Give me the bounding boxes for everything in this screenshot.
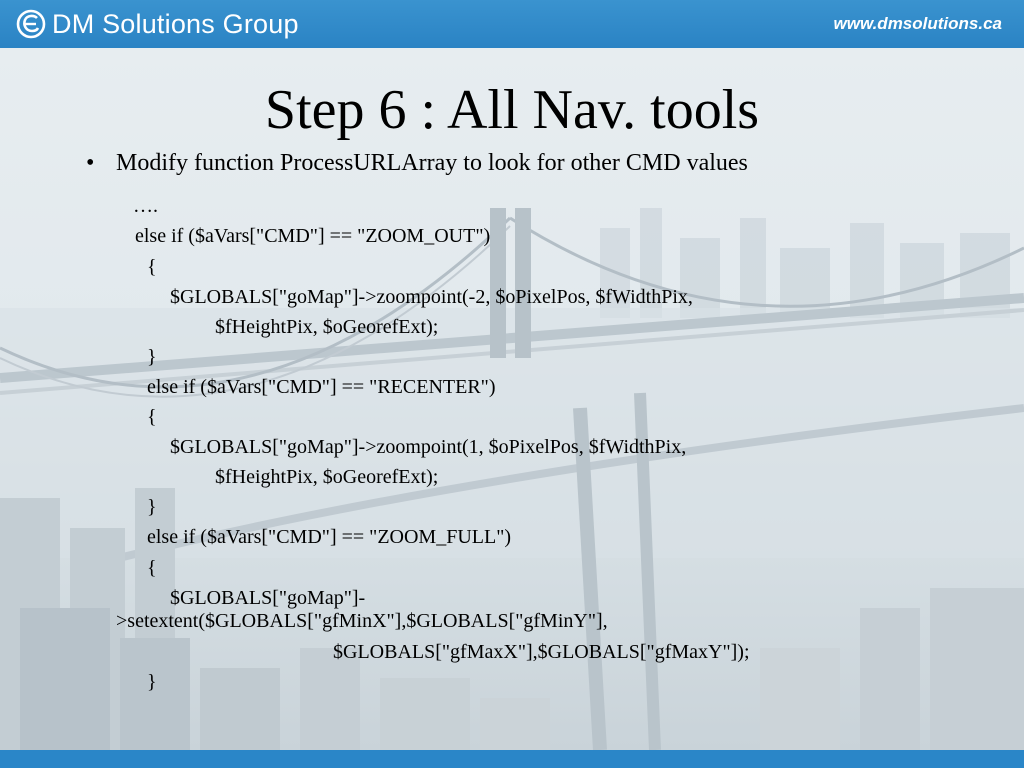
code-line: else if ($aVars["CMD"] == "ZOOM_OUT") bbox=[135, 225, 491, 247]
header-bar bbox=[0, 0, 1024, 48]
footer-bar bbox=[0, 750, 1024, 768]
bullet-text: Modify function ProcessURLArray to look for other CMD values bbox=[116, 150, 748, 176]
code-line: $fHeightPix, $oGeorefExt); bbox=[215, 316, 439, 338]
code-line: >setextent($GLOBALS["gfMinX"],$GLOBALS["gfMinY"], bbox=[116, 610, 608, 632]
globe-e-icon bbox=[16, 9, 46, 39]
slide-title: Step 6 : All Nav. tools bbox=[264, 79, 760, 141]
brand-name: DM Solutions Group bbox=[52, 8, 299, 39]
code-line: …. bbox=[133, 195, 158, 217]
code-line: else if ($aVars["CMD"] == "RECENTER") bbox=[147, 376, 496, 398]
code-line: $GLOBALS["goMap"]->zoompoint(-2, $oPixelPos, $fWidthPix, bbox=[170, 286, 693, 308]
code-line: { bbox=[147, 557, 157, 579]
code-line: } bbox=[147, 496, 157, 518]
bullet-symbol: • bbox=[86, 150, 95, 176]
code-line: $GLOBALS["goMap"]- bbox=[170, 587, 366, 609]
code-line: else if ($aVars["CMD"] == "ZOOM_FULL") bbox=[147, 526, 512, 548]
code-line: $GLOBALS["goMap"]->zoompoint(1, $oPixelPos, $fWidthPix, bbox=[170, 436, 687, 458]
brand-logo[interactable] bbox=[16, 7, 299, 41]
code-line: } bbox=[147, 346, 157, 368]
code-line: } bbox=[147, 671, 157, 693]
website-url[interactable]: www.dmsolutions.ca bbox=[833, 14, 1002, 33]
code-line: $GLOBALS["gfMaxX"],$GLOBALS["gfMaxY"]); bbox=[333, 641, 750, 663]
code-line: { bbox=[147, 406, 157, 428]
code-line: { bbox=[147, 256, 157, 278]
code-line: $fHeightPix, $oGeorefExt); bbox=[215, 466, 439, 488]
